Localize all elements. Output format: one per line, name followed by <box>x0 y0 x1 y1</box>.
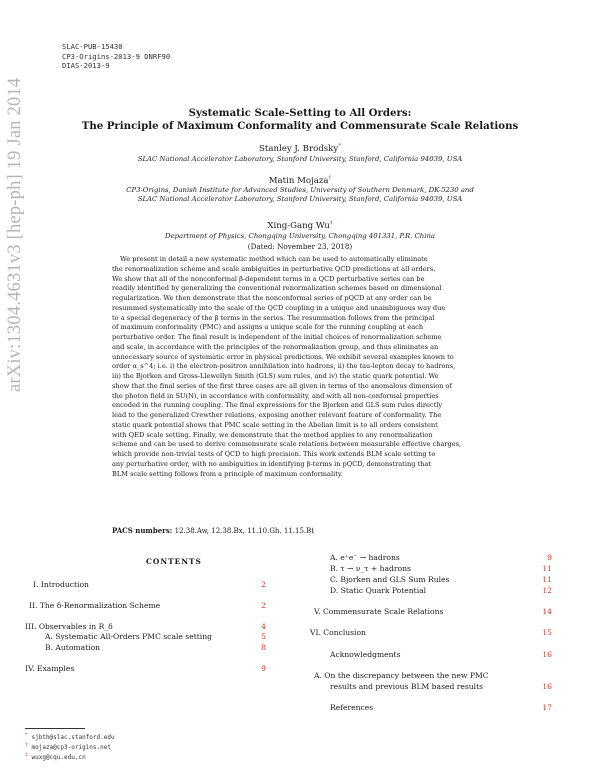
toc-entry[interactable] <box>330 650 400 660</box>
footnote <box>25 742 111 751</box>
toc-page-link[interactable]: 5 <box>261 632 266 641</box>
footnote-mark: ‡ <box>25 752 28 758</box>
abstract-line: iii) the Bjorken and Gross-Llewellyn Smith (GLS) sum rules, and iv) the static quark potential. We <box>112 372 439 380</box>
toc-entry[interactable] <box>45 632 212 642</box>
footnote <box>25 752 86 761</box>
toc-entry[interactable] <box>314 671 489 681</box>
toc-label: III. Observables in R_δ <box>25 622 113 631</box>
affiliation-3 <box>60 232 540 241</box>
toc-label: B. τ → ν_τ + hadrons <box>330 564 411 573</box>
abstract-line: resummed systematically into the scale of the QCD coupling in a unique and unambiguous way due <box>112 303 446 312</box>
abstract-line: any perturbative order, with no ambiguities in identifying β-terms in pQCD, demonstrating that <box>112 459 431 468</box>
abstract-line: the photon field in SU(N), in accordance with conformality, and with all non-conformal properties <box>112 391 439 400</box>
report-id: DIAS-2013-9 <box>62 61 110 71</box>
toc-page-link[interactable]: 9 <box>261 664 266 673</box>
toc-page-link[interactable]: 11 <box>542 564 552 573</box>
toc-page-link[interactable]: 8 <box>261 643 266 652</box>
abstract-line: and scale, in accordance with the principles of the renormalization group, and thus eliminates an <box>112 342 439 351</box>
toc-label: A. Systematic All-Orders PMC scale setting <box>45 632 212 641</box>
toc-entry[interactable] <box>330 586 426 596</box>
pacs-line <box>112 526 314 535</box>
abstract-line: readily identified by generalizing the conventional renormalization schemes based on dimensional <box>112 284 442 293</box>
pacs-value: 12.38.Aw, 12.38.Bx, 11.10.Gh, 11.15.Bt <box>174 527 315 535</box>
footnote-email-link[interactable]: sjbth@slac.stanford.edu <box>31 734 115 741</box>
footnote <box>25 732 115 741</box>
footnote-email-link[interactable]: wuxg@cqu.edu.cn <box>31 754 86 761</box>
title-line-1: Systematic Scale-Setting to All Orders: <box>188 107 412 119</box>
footnote-mark: * <box>25 732 28 738</box>
toc-label: A. On the discrepancy between the new PMC <box>314 671 489 680</box>
toc-entry[interactable] <box>330 575 449 585</box>
affiliation-1 <box>60 155 540 164</box>
toc-entry[interactable] <box>33 580 89 590</box>
abstract-line: perturbative order. The final result is independent of the initial choices of renormalization scheme <box>112 333 442 341</box>
arxiv-stamp: arXiv:1304.4631v3 [hep-ph] 19 Jan 2014 <box>5 77 25 392</box>
toc-page-link[interactable]: 14 <box>542 607 552 616</box>
abstract-line: regularization. We then demonstrate that the nonconformal series of pQCD at any order can be <box>112 294 432 302</box>
affiliation-line: SLAC National Accelerator Laboratory, Stanford University, Stanford, California 94039, USA <box>137 195 463 204</box>
abstract-line: the renormalization scheme and scale ambiguities in perturbative QCD predictions at all orders. <box>112 264 436 273</box>
toc-label: D. Static Quark Potential <box>330 586 427 595</box>
toc-label: A. e⁺e⁻ → hadrons <box>330 553 400 562</box>
toc-label: results and previous BLM based results <box>330 682 484 691</box>
toc-page-link[interactable]: 12 <box>542 586 552 595</box>
author-1 <box>40 143 560 154</box>
author-name: Matin Mojaza <box>268 175 329 186</box>
footnote-mark[interactable]: † <box>328 175 332 181</box>
abstract-line: We present in detail a new systematic method which can be used to automatically eliminate <box>120 255 428 263</box>
toc-page-link[interactable]: 16 <box>542 650 552 659</box>
author-name: Stanley J. Brodsky <box>259 143 339 154</box>
dated-line: (Dated: November 23, 2018) <box>247 242 353 251</box>
abstract-line: static quark potential shows that PMC scale setting in the Abelian limit is to all orders consistent <box>112 420 438 429</box>
toc-label: I. Introduction <box>33 580 89 589</box>
report-ids <box>62 42 170 71</box>
toc-page-link[interactable]: 4 <box>261 622 266 631</box>
abstract-line: encoded in the running coupling. The final expressions for the Bjorken and GLS sum rules directly <box>112 401 443 410</box>
toc-label: Acknowledgments <box>330 650 401 659</box>
toc-entry[interactable] <box>45 643 100 653</box>
toc-label: References <box>330 703 374 712</box>
toc-entry[interactable] <box>25 622 113 632</box>
toc-label: IV. Examples <box>25 664 75 673</box>
author-2 <box>40 175 560 186</box>
contents-heading: CONTENTS <box>146 557 202 566</box>
toc-page-link[interactable]: 11 <box>542 575 552 584</box>
toc-entry[interactable] <box>314 607 443 617</box>
toc-page-link[interactable]: 16 <box>542 682 552 691</box>
affiliation-2 <box>60 186 540 205</box>
abstract-line: unnecessary source of systematic error in physical predictions. We exhibit several examples known to <box>112 352 454 361</box>
abstract <box>112 255 488 479</box>
author-3 <box>40 220 560 231</box>
toc-entry[interactable] <box>330 682 483 692</box>
toc-page-link[interactable]: 15 <box>542 628 552 637</box>
footnote-email-link[interactable]: mojaza@cp3-origins.net <box>31 744 111 751</box>
affiliation-line: SLAC National Accelerator Laboratory, Stanford University, Stanford, California 94039, USA <box>137 155 463 163</box>
footnote-mark[interactable]: * <box>338 143 341 149</box>
toc-entry[interactable] <box>330 553 400 563</box>
abstract-line: to a special degeneracy of the β terms in the series. The resummation follows from the principal <box>112 313 435 322</box>
abstract-line: scheme and can be used to derive commensurate scale relations between measurable effective charges, <box>112 440 462 449</box>
toc-entry[interactable] <box>310 628 366 638</box>
toc-page-link[interactable]: 17 <box>542 703 552 712</box>
abstract-line: with QED scale setting. Finally, we demonstrate that the method applies to any renormalization <box>112 430 433 439</box>
author-name: Xing-Gang Wu <box>267 220 330 231</box>
abstract-line: order α_s^4; i.e. i) the electron-positron annihilation into hadrons, ii) the tau-lepton decay to hadrons, <box>112 362 456 371</box>
toc-label: V. Commensurate Scale Relations <box>314 607 444 616</box>
footnote-rule <box>25 728 85 729</box>
toc-label: B. Automation <box>45 643 101 652</box>
abstract-line: We show that all of the nonconformal β-dependent terms in a QCD perturbative series can be <box>112 274 425 283</box>
toc-page-link[interactable]: 9 <box>547 553 552 562</box>
affiliation-line: CP3-Origins, Danish Institute for Advanced Studies, University of Southern Denmark, DK-5230 and <box>126 186 474 194</box>
toc-label: VI. Conclusion <box>310 628 366 637</box>
pacs-label: PACS numbers: <box>112 526 173 535</box>
abstract-line: BLM scale setting follows from a principle of maximum conformality. <box>112 469 343 478</box>
toc-entry[interactable] <box>330 564 411 574</box>
toc-entry[interactable] <box>330 703 373 713</box>
paper-title <box>40 107 560 133</box>
title-line-2: The Principle of Maximum Conformality and Commensurate Scale Relations <box>81 120 519 132</box>
toc-entry[interactable] <box>25 664 74 674</box>
abstract-line: lead to the generalized Crewther relations, exposing another relevant feature of conformality. The <box>112 411 442 419</box>
report-id: CP3-Origins-2013-9 DNRF90 <box>62 51 171 61</box>
toc-label: II. The δ-Renormalization Scheme <box>29 601 161 610</box>
footnote-mark: † <box>25 742 28 748</box>
toc-page-link[interactable]: 2 <box>261 601 266 610</box>
affiliation-line: Department of Physics, Chongqing University, Chongqing 401331, P.R. China <box>164 232 435 240</box>
footnote-mark[interactable]: ‡ <box>329 220 333 226</box>
abstract-line: show that the final series of the first three cases are all given in terms of the anomalous dimension of <box>112 381 452 390</box>
toc-entry[interactable] <box>29 601 160 611</box>
report-id: SLAC-PUB-15430 <box>62 42 123 51</box>
abstract-line: of maximum conformality (PMC) and assigns a unique scale for the running coupling at each <box>112 323 424 332</box>
toc-page-link[interactable]: 2 <box>261 580 266 589</box>
abstract-line: which provide non-trivial tests of QCD to high precision. This work extends BLM scale setting to <box>112 450 436 458</box>
toc-label: C. Bjorken and GLS Sum Rules <box>330 575 450 584</box>
